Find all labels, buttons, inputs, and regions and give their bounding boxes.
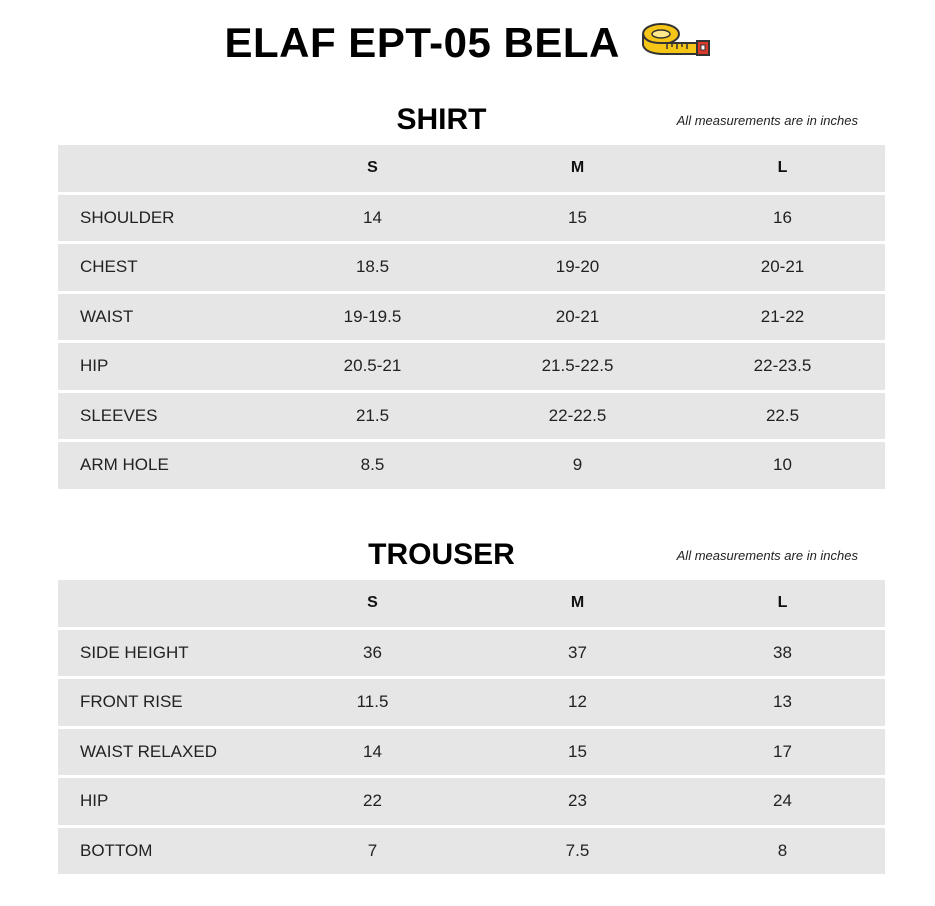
- cell-value: 11.5: [270, 679, 475, 726]
- measuring-tape-icon: [641, 18, 711, 68]
- shirt-section: [58, 100, 885, 492]
- table-row: [58, 630, 885, 677]
- cell-value: 8: [680, 828, 885, 875]
- cell-value: 7: [270, 828, 475, 875]
- header-empty-cell: [58, 580, 270, 627]
- table-row: [58, 294, 885, 341]
- table-row: [58, 679, 885, 726]
- cell-value: 13: [680, 679, 885, 726]
- header-empty-cell: [58, 145, 270, 192]
- table-row: [58, 343, 885, 390]
- cell-value: 22-23.5: [680, 343, 885, 390]
- cell-value: 14: [270, 729, 475, 776]
- table-row: [58, 442, 885, 489]
- shirt-title: SHIRT: [396, 103, 487, 136]
- table-header-row: [58, 580, 885, 627]
- cell-value: 10: [680, 442, 885, 489]
- row-label: HIP: [58, 778, 270, 825]
- cell-value: 14: [270, 195, 475, 242]
- row-label: CHEST: [58, 244, 270, 291]
- cell-value: 37: [475, 630, 680, 677]
- size-header-m: M: [475, 145, 680, 192]
- page-title-text: ELAF EPT-05 BELA: [224, 19, 619, 66]
- trouser-section: [58, 535, 885, 877]
- cell-value: 15: [475, 195, 680, 242]
- size-header-l: L: [680, 580, 885, 627]
- cell-value: 36: [270, 630, 475, 677]
- table-row: [58, 729, 885, 776]
- cell-value: 21.5: [270, 393, 475, 440]
- shirt-size-table: [58, 142, 885, 492]
- cell-value: 18.5: [270, 244, 475, 291]
- trouser-title: TROUSER: [368, 538, 515, 571]
- table-row: [58, 393, 885, 440]
- row-label: ARM HOLE: [58, 442, 270, 489]
- cell-value: 16: [680, 195, 885, 242]
- cell-value: 19-19.5: [270, 294, 475, 341]
- cell-value: 17: [680, 729, 885, 776]
- cell-value: 21.5-22.5: [475, 343, 680, 390]
- row-label: SHOULDER: [58, 195, 270, 242]
- cell-value: 22-22.5: [475, 393, 680, 440]
- row-label: FRONT RISE: [58, 679, 270, 726]
- trouser-size-table: [58, 577, 885, 877]
- cell-value: 38: [680, 630, 885, 677]
- cell-value: 20-21: [680, 244, 885, 291]
- cell-value: 15: [475, 729, 680, 776]
- size-header-s: S: [270, 145, 475, 192]
- row-label: WAIST: [58, 294, 270, 341]
- table-header-row: [58, 145, 885, 192]
- table-row: [58, 195, 885, 242]
- row-label: HIP: [58, 343, 270, 390]
- shirt-units-note: All measurements are in inches: [676, 113, 858, 128]
- row-label: SLEEVES: [58, 393, 270, 440]
- size-header-l: L: [680, 145, 885, 192]
- page-title: [0, 18, 935, 68]
- row-label: BOTTOM: [58, 828, 270, 875]
- cell-value: 20.5-21: [270, 343, 475, 390]
- cell-value: 24: [680, 778, 885, 825]
- table-row: [58, 244, 885, 291]
- row-label: WAIST RELAXED: [58, 729, 270, 776]
- cell-value: 23: [475, 778, 680, 825]
- cell-value: 12: [475, 679, 680, 726]
- size-header-s: S: [270, 580, 475, 627]
- cell-value: 8.5: [270, 442, 475, 489]
- cell-value: 19-20: [475, 244, 680, 291]
- cell-value: 20-21: [475, 294, 680, 341]
- row-label: SIDE HEIGHT: [58, 630, 270, 677]
- cell-value: 21-22: [680, 294, 885, 341]
- table-row: [58, 778, 885, 825]
- cell-value: 7.5: [475, 828, 680, 875]
- cell-value: 22: [270, 778, 475, 825]
- size-header-m: M: [475, 580, 680, 627]
- cell-value: 9: [475, 442, 680, 489]
- trouser-units-note: All measurements are in inches: [676, 548, 858, 563]
- table-row: [58, 828, 885, 875]
- cell-value: 22.5: [680, 393, 885, 440]
